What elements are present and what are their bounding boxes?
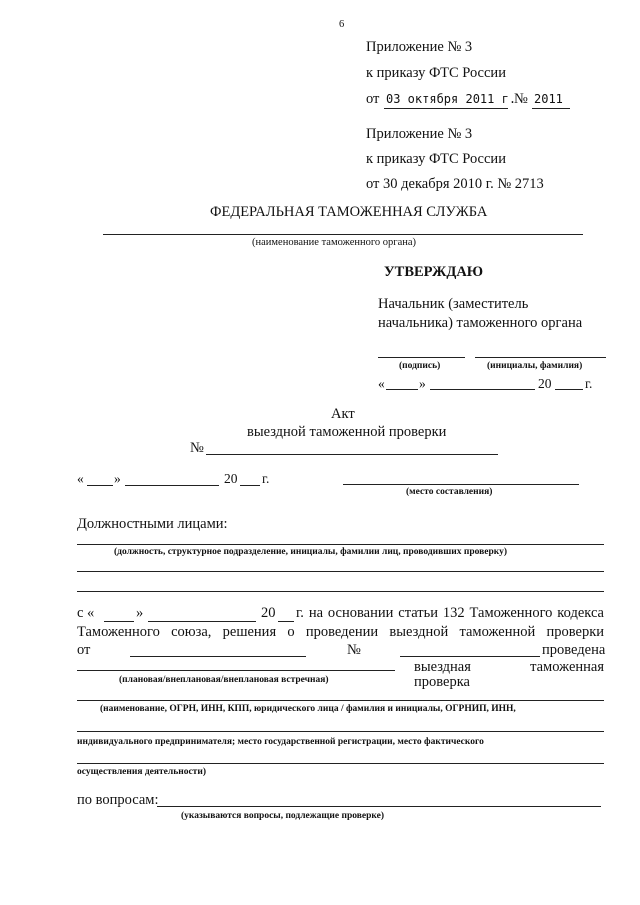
authority-name-line <box>103 234 583 235</box>
appendix-new-number-handwritten: 2011 <box>534 92 563 106</box>
act-month-line <box>125 485 219 486</box>
approve-date-close-quote: » <box>419 376 426 391</box>
act-date-close-quote: » <box>114 471 121 486</box>
page-number: 6 <box>339 19 345 30</box>
inspection-type-line <box>77 670 395 671</box>
body-year-line <box>278 621 294 622</box>
approve-date-open-quote: « <box>378 376 385 391</box>
subject-caption-3: осуществления деятельности) <box>77 767 206 777</box>
body-line1-rest: г. на основании статьи 132 Таможенного кодекса <box>296 605 604 621</box>
appendix-new-line1: Приложение № 3 <box>366 39 473 55</box>
officials-line-3 <box>77 591 604 592</box>
appendix-new-number-prefix: № <box>514 91 528 107</box>
act-subtitle: выездной таможенной проверки <box>247 424 447 440</box>
questions-line <box>157 806 601 807</box>
subject-caption-2: индивидуального предпринимателя; место государственной регистрации, место фактического <box>77 737 484 747</box>
signature-caption: (подпись) <box>399 361 441 371</box>
subject-line-1 <box>77 700 604 701</box>
appendix-new-number-underline <box>532 108 570 109</box>
officials-caption: (должность, структурное подразделение, инициалы, фамилии лиц, проводивших проверку) <box>114 547 508 557</box>
appendix-new-date-underline <box>384 108 508 109</box>
body-c-prefix: с « <box>77 605 95 621</box>
body-line3-no: № <box>347 642 361 658</box>
inspection-type-caption: (плановая/внеплановая/внеплановая встречная) <box>119 675 329 685</box>
subject-line-3 <box>77 763 604 764</box>
act-date-open-quote: « <box>77 471 84 486</box>
place-line <box>343 484 579 485</box>
officials-label: Должностными лицами: <box>77 516 228 532</box>
approve-date-year: 20 <box>538 376 552 391</box>
appendix-old-line2: к приказу ФТС России <box>366 151 506 167</box>
act-number-label: № <box>190 440 204 456</box>
act-title: Акт <box>331 406 355 422</box>
appendix-new-date-prefix: от <box>366 91 380 107</box>
body-line4-rest: выездная таможенная проверка <box>414 659 604 690</box>
decision-number-line <box>400 656 540 657</box>
approve-day-line <box>386 389 418 390</box>
subject-caption-1: (наименование, ОГРН, ИНН, КПП, юридического лица / фамилия и инициалы, ОГРНИП, ИНН, <box>100 704 516 714</box>
questions-caption: (указываются вопросы, подлежащие проверке) <box>181 811 385 821</box>
decision-date-line <box>130 656 306 657</box>
body-month-line <box>148 621 256 622</box>
appendix-new-line2: к приказу ФТС России <box>366 65 506 81</box>
officials-line-1 <box>77 544 604 545</box>
approve-position-line1: Начальник (заместитель <box>378 296 529 312</box>
approve-month-line <box>430 389 535 390</box>
body-line2: Таможенного союза, решения о проведении выездной таможенной проверки <box>77 624 604 640</box>
body-line3-done: проведена <box>542 642 606 658</box>
body-year: 20 <box>261 605 276 621</box>
authority-caption: (наименование таможенного органа) <box>252 237 417 248</box>
appendix-old-line3: от 30 декабря 2010 г. № 2713 <box>366 176 544 192</box>
act-day-line <box>87 485 113 486</box>
body-day-line <box>104 621 134 622</box>
approve-year-line <box>555 389 583 390</box>
signature-line <box>378 357 465 358</box>
approve-heading: УТВЕРЖДАЮ <box>384 264 484 280</box>
name-caption: (инициалы, фамилия) <box>487 361 583 371</box>
place-caption: (место составления) <box>406 487 493 497</box>
act-date-suffix: г. <box>262 471 270 486</box>
appendix-new-date-handwritten: 03 октября 2011 г. <box>386 92 517 106</box>
appendix-old-line1: Приложение № 3 <box>366 126 473 142</box>
questions-label: по вопросам: <box>77 792 159 808</box>
approve-position-line2: начальника) таможенного органа <box>378 315 583 331</box>
body-close-quote: » <box>136 605 144 621</box>
officials-line-2 <box>77 571 604 572</box>
act-year-line <box>240 485 260 486</box>
approve-date-suffix: г. <box>585 376 593 391</box>
service-title: ФЕДЕРАЛЬНАЯ ТАМОЖЕННАЯ СЛУЖБА <box>210 204 488 220</box>
body-line3-from: от <box>77 642 91 658</box>
subject-line-2 <box>77 731 604 732</box>
act-number-line <box>206 454 498 455</box>
name-line <box>475 357 606 358</box>
act-date-year: 20 <box>224 471 238 486</box>
